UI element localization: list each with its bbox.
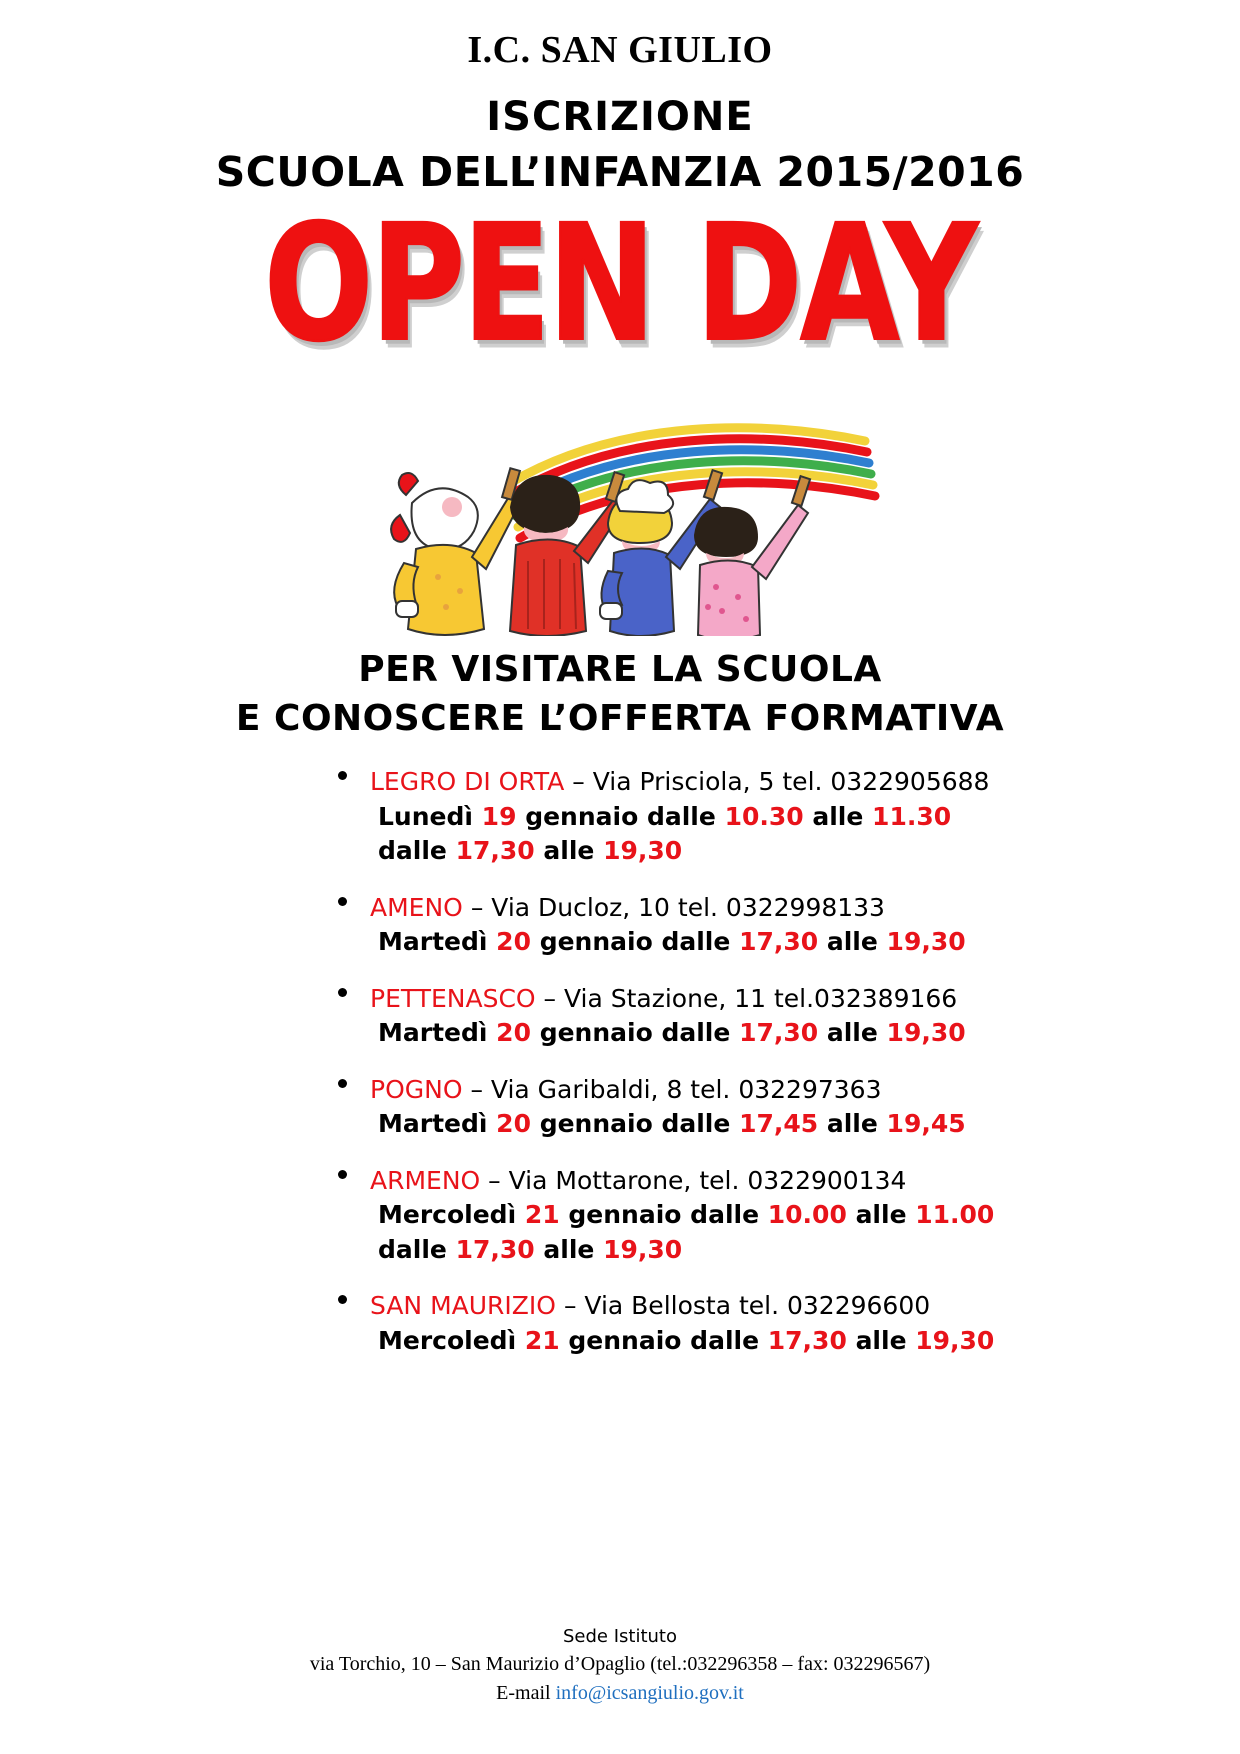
bullet-icon [338, 771, 347, 780]
school-name-line [370, 891, 1170, 926]
bullet-icon [338, 1079, 347, 1088]
time-from: 17,45 [739, 1109, 819, 1138]
time-to: 11.30 [872, 801, 952, 831]
weekday: Martedì [378, 1109, 488, 1138]
weekday: Martedì [378, 927, 488, 956]
school-schedule-line [370, 1107, 1170, 1142]
time-from-2: 17,30 [455, 1234, 535, 1264]
from-label: dalle [690, 1325, 760, 1355]
children-painting-illustration [70, 411, 1170, 641]
child-yellow [391, 468, 520, 635]
school-schedule-line [370, 1198, 1170, 1233]
list-item [70, 765, 1170, 869]
heading-line-1: ISCRIZIONE [486, 94, 754, 140]
school-name: SAN MAURIZIO [370, 1291, 556, 1320]
dash: – [488, 1165, 501, 1195]
school-name-line [370, 1073, 1170, 1108]
footer [0, 1624, 1240, 1708]
footer-line-2: via Torchio, 10 – San Maurizio d’Opaglio (tel.:032296358 – fax: 032296567) [309, 1653, 931, 1675]
month: gennaio [568, 1325, 682, 1355]
dash: – [563, 1291, 577, 1320]
school-name: POGNO [370, 1074, 463, 1104]
time-to: 19,30 [886, 927, 966, 956]
date: 20 [496, 1018, 531, 1047]
school-name-line [370, 1289, 1170, 1324]
school-schedule-line [370, 1016, 1170, 1051]
school-address: Via Mottarone, tel. 0322900134 [508, 1165, 907, 1195]
from-label-2: dalle [378, 1234, 447, 1264]
to-label: alle [826, 1018, 878, 1047]
dash: – [572, 767, 585, 796]
from-label: dalle [661, 1018, 731, 1047]
dash: – [470, 1074, 483, 1104]
from-label: dalle [690, 1200, 760, 1229]
month: gennaio [568, 1200, 682, 1229]
date: 21 [524, 1325, 560, 1355]
school-schedule-line-second [370, 1233, 1170, 1268]
time-from: 10.30 [724, 801, 804, 831]
month: gennaio [539, 927, 653, 956]
month: gennaio [539, 1109, 653, 1138]
time-from: 17,30 [767, 1325, 847, 1355]
dash: – [543, 983, 557, 1013]
list-item [70, 1164, 1170, 1268]
date: 20 [496, 927, 531, 956]
school-schedule-line [370, 800, 1170, 835]
time-to-2: 19,30 [603, 1234, 683, 1264]
from-label: dalle [661, 927, 731, 956]
to-label: alle [855, 1200, 907, 1229]
school-address: Via Stazione, 11 tel.032389166 [563, 983, 958, 1013]
bullet-icon [338, 1170, 347, 1179]
school-schedule-line [370, 925, 1170, 960]
to-label-2: alle [543, 1234, 595, 1264]
school-name: AMENO [370, 892, 463, 922]
weekday: Mercoledì [378, 1325, 517, 1355]
email-label: E-mail [496, 1682, 551, 1704]
email-link[interactable]: info@icsangiulio.gov.it [555, 1682, 744, 1704]
time-from: 10.00 [767, 1200, 847, 1229]
to-label: alle [812, 801, 864, 831]
date: 21 [524, 1200, 560, 1229]
school-address: Via Ducloz, 10 tel. 0322998133 [491, 892, 885, 922]
list-item [70, 1289, 1170, 1358]
time-from: 17,30 [739, 927, 819, 956]
date: 20 [496, 1109, 531, 1138]
from-label: dalle [646, 801, 716, 831]
time-to-2: 19,30 [603, 836, 683, 865]
to-label-2: alle [543, 836, 595, 865]
school-list [70, 765, 1170, 1358]
list-item [70, 891, 1170, 960]
weekday: Martedì [378, 1018, 488, 1047]
school-name: LEGRO DI ORTA [370, 767, 565, 796]
poster-subtitle [70, 649, 1170, 739]
bullet-icon [338, 1295, 347, 1304]
footer-line-1: Sede Istituto [562, 1625, 677, 1647]
weekday: Lunedì [378, 801, 473, 831]
to-label: alle [826, 1109, 878, 1138]
time-to: 19,45 [886, 1109, 966, 1138]
subtitle-line-2: E CONOSCERE L’OFFERTA FORMATIVA [235, 698, 1005, 739]
school-name-line [370, 765, 1170, 800]
to-label: alle [826, 927, 878, 956]
open-day-wordart [70, 191, 1170, 378]
footer-email-line [0, 1679, 1240, 1708]
to-label: alle [855, 1325, 907, 1355]
dash: – [470, 892, 484, 922]
time-from: 17,30 [739, 1018, 819, 1047]
school-schedule-line [370, 1324, 1170, 1359]
from-label: dalle [661, 1109, 731, 1138]
school-name-line [370, 1164, 1170, 1199]
children-painting-icon [360, 411, 880, 636]
month: gennaio [539, 1018, 653, 1047]
school-address: Via Garibaldi, 8 tel. 032297363 [490, 1074, 882, 1104]
school-name: ARMENO [370, 1165, 481, 1195]
weekday: Mercoledì [378, 1200, 517, 1229]
open-day-text: OPEN DAY [264, 191, 976, 378]
list-item [70, 1073, 1170, 1142]
month: gennaio [525, 801, 639, 831]
school-address: Via Prisciola, 5 tel. 0322905688 [592, 767, 990, 796]
school-name-line [370, 982, 1170, 1017]
time-to: 19,30 [915, 1325, 995, 1355]
time-to: 11.00 [915, 1200, 995, 1229]
date: 19 [481, 801, 517, 831]
poster-heading [70, 94, 1170, 196]
bullet-icon [338, 988, 347, 997]
time-to: 19,30 [886, 1018, 966, 1047]
from-label-2: dalle [378, 836, 447, 865]
subtitle-line-1: PER VISITARE LA SCUOLA [358, 649, 882, 690]
bullet-icon [338, 897, 347, 906]
school-address: Via Bellosta tel. 032296600 [584, 1291, 931, 1320]
heading-line-2: SCUOLA DELL’INFANZIA 2015/2016 [215, 148, 1025, 196]
school-name: PETTENASCO [370, 983, 536, 1013]
list-item [70, 982, 1170, 1051]
institute-title: I.C. SAN GIULIO [467, 29, 773, 71]
school-schedule-line-second [370, 834, 1170, 869]
time-from-2: 17,30 [455, 836, 535, 865]
